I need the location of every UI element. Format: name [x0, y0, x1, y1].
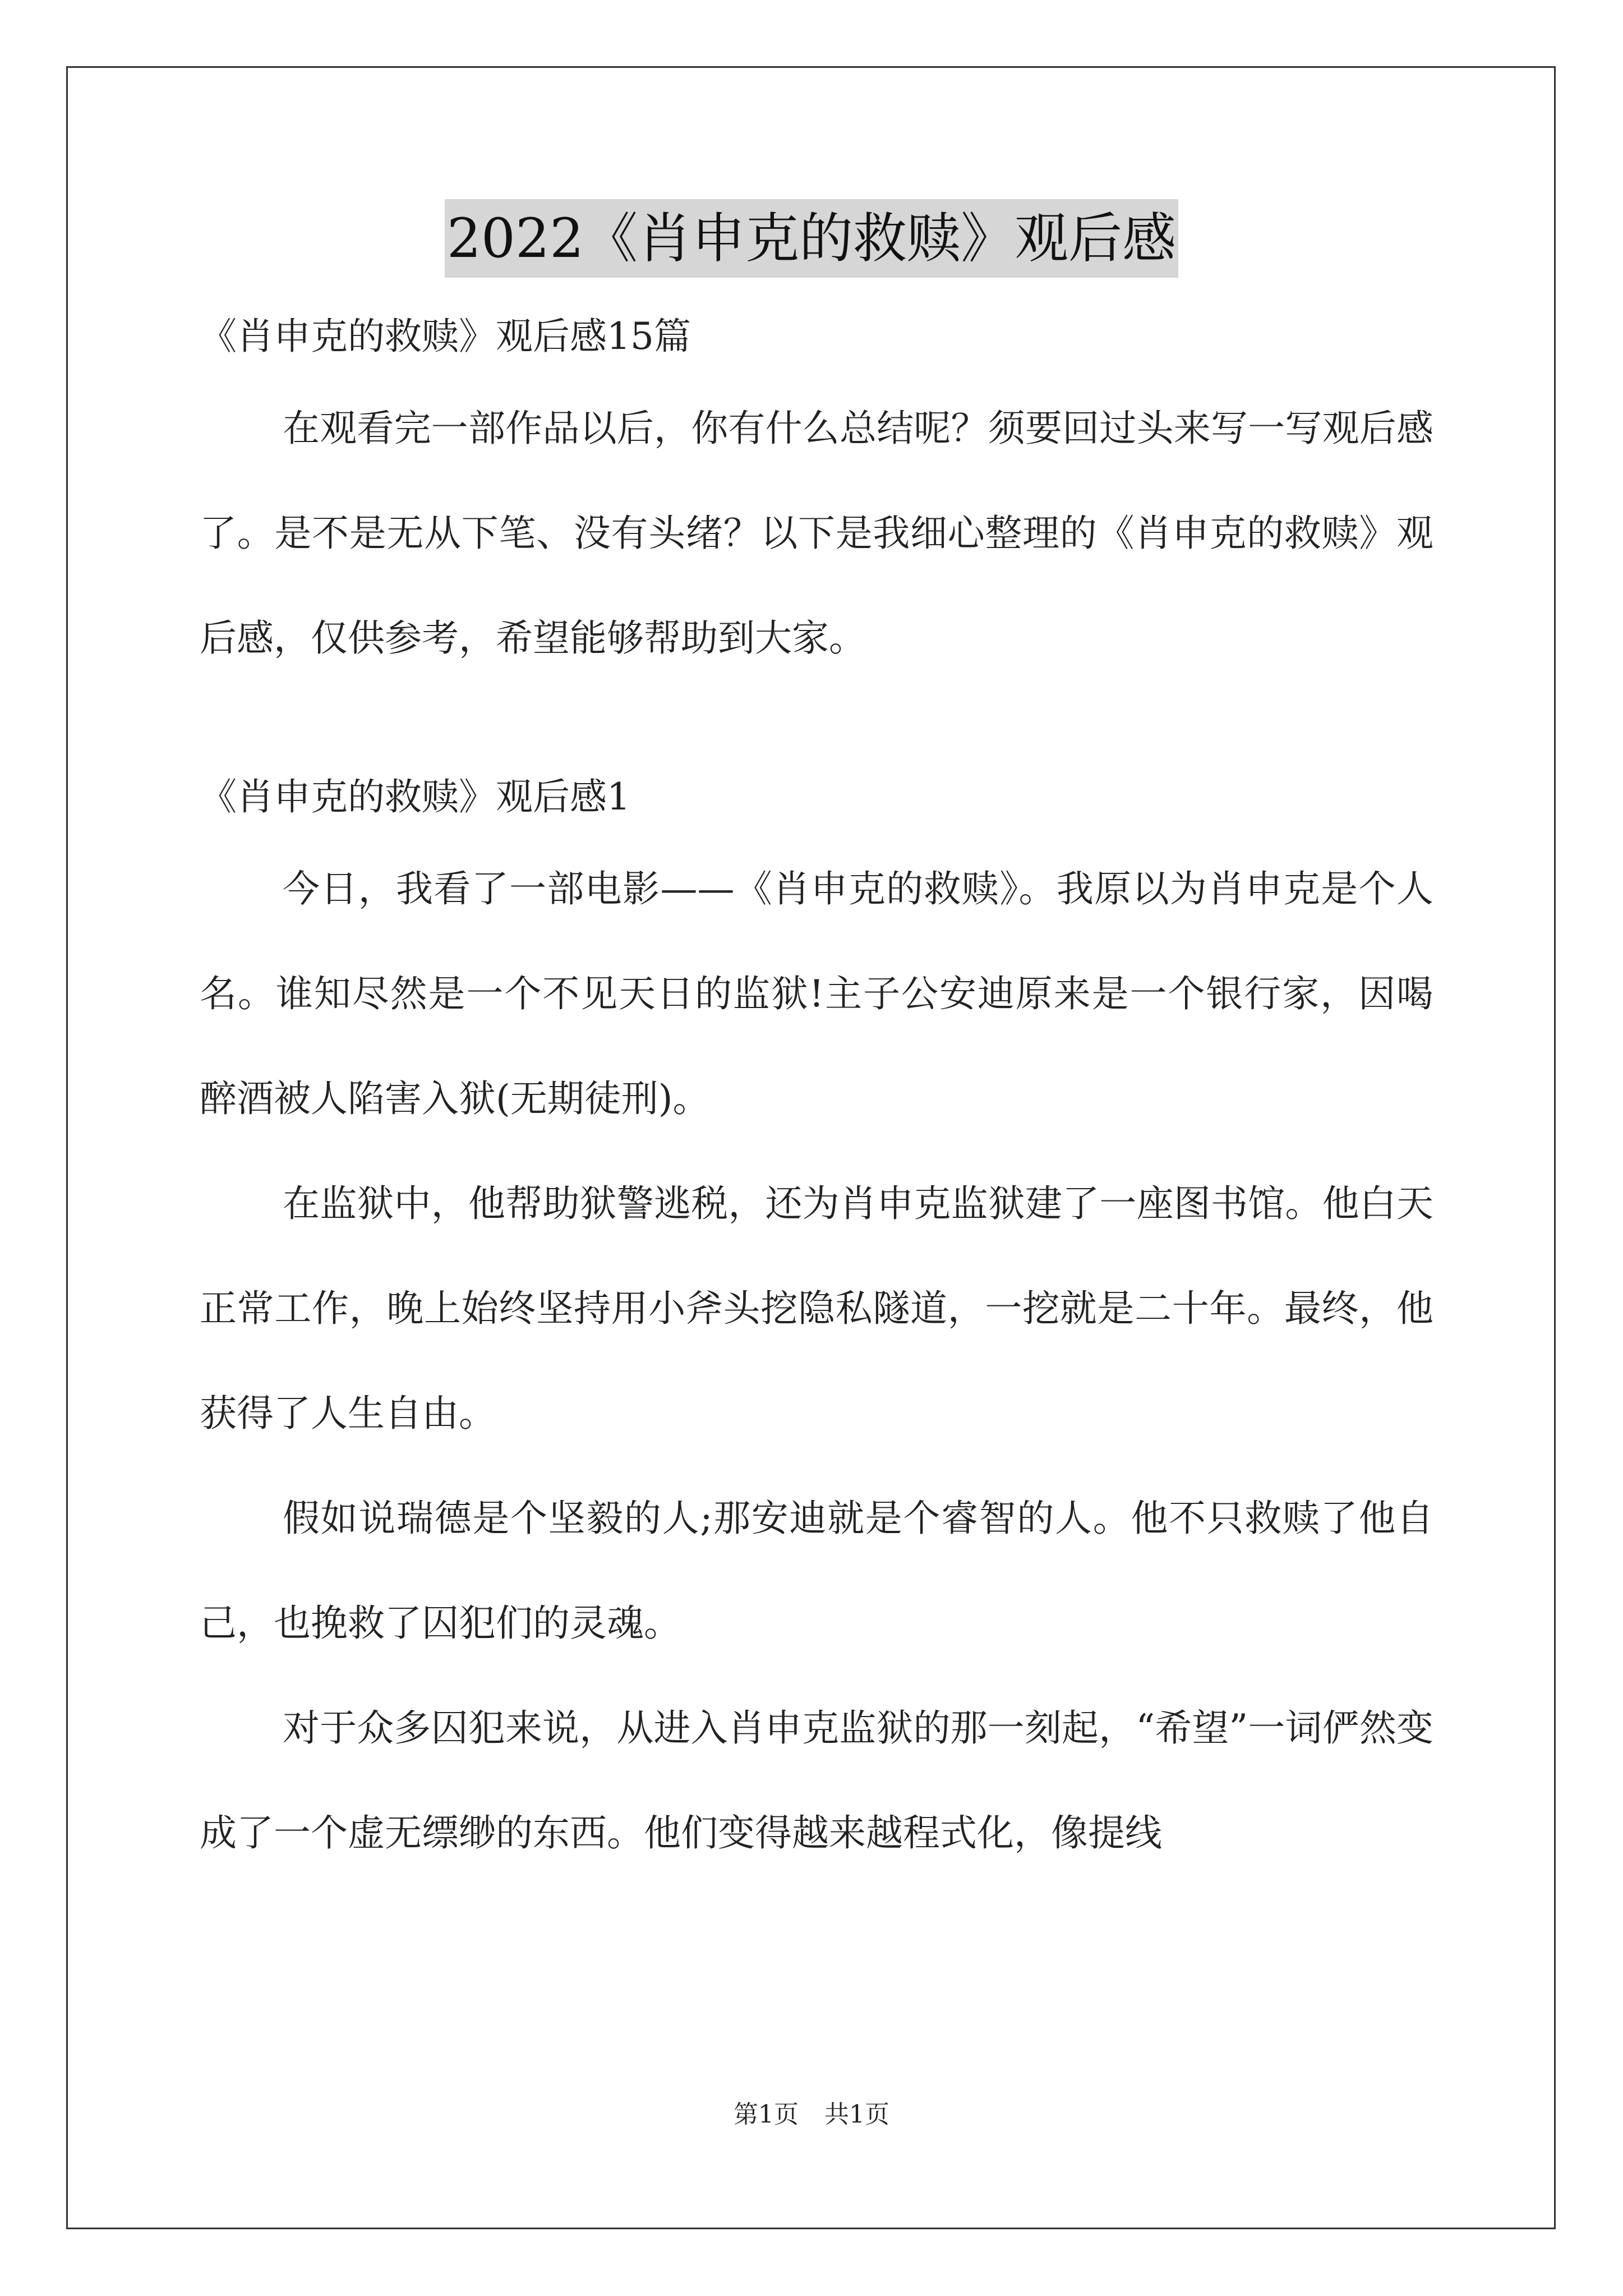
document-subtitle: 《肖申克的救赎》观后感15篇	[200, 315, 691, 358]
body-paragraph-4: 对于众多囚犯来说，从进入肖申克监狱的那一刻起，“希望”一词俨然变成了一个虚无缥缈的东西。他们变得越来越程式化，像提线	[200, 1706, 1433, 1855]
section-spacer	[200, 691, 1433, 758]
page-number-total: 共1页	[824, 2100, 889, 2129]
document-title: 2022《肖申克的救赎》观后感	[445, 199, 1178, 278]
page-footer	[0, 2098, 1623, 2132]
body-paragraph-3: 假如说瑞德是个坚毅的人;那安迪就是个睿智的人。他不只救赎了他自己，也挽救了囚犯们的灵魂。	[200, 1497, 1433, 1645]
page-number-current: 第1页	[734, 2100, 799, 2129]
body-paragraph-2: 在监狱中，他帮助狱警逃税，还为肖申克监狱建了一座图书馆。他白天正常工作，晚上始终坚持用小斧头挖隐私隧道，一挖就是二十年。最终，他获得了人生自由。	[200, 1182, 1433, 1435]
body-paragraph-1: 今日，我看了一部电影——《肖申克的救赎》。我原以为肖申克是个人名。谁知尽然是一个不见天日的监狱!主子公安迪原来是一个银行家，因喝醉酒被人陷害入狱(无期徒刑)。	[200, 867, 1433, 1120]
intro-paragraph: 在观看完一部作品以后，你有什么总结呢？须要回过头来写一写观后感了。是不是无从下笔、没有头绪？以下是我细心整理的《肖申克的救赎》观后感，仅供参考，希望能够帮助到大家。	[200, 407, 1433, 660]
section-heading: 《肖申克的救赎》观后感1	[200, 775, 630, 818]
document-body	[200, 297, 1433, 1885]
title-container	[0, 199, 1623, 278]
